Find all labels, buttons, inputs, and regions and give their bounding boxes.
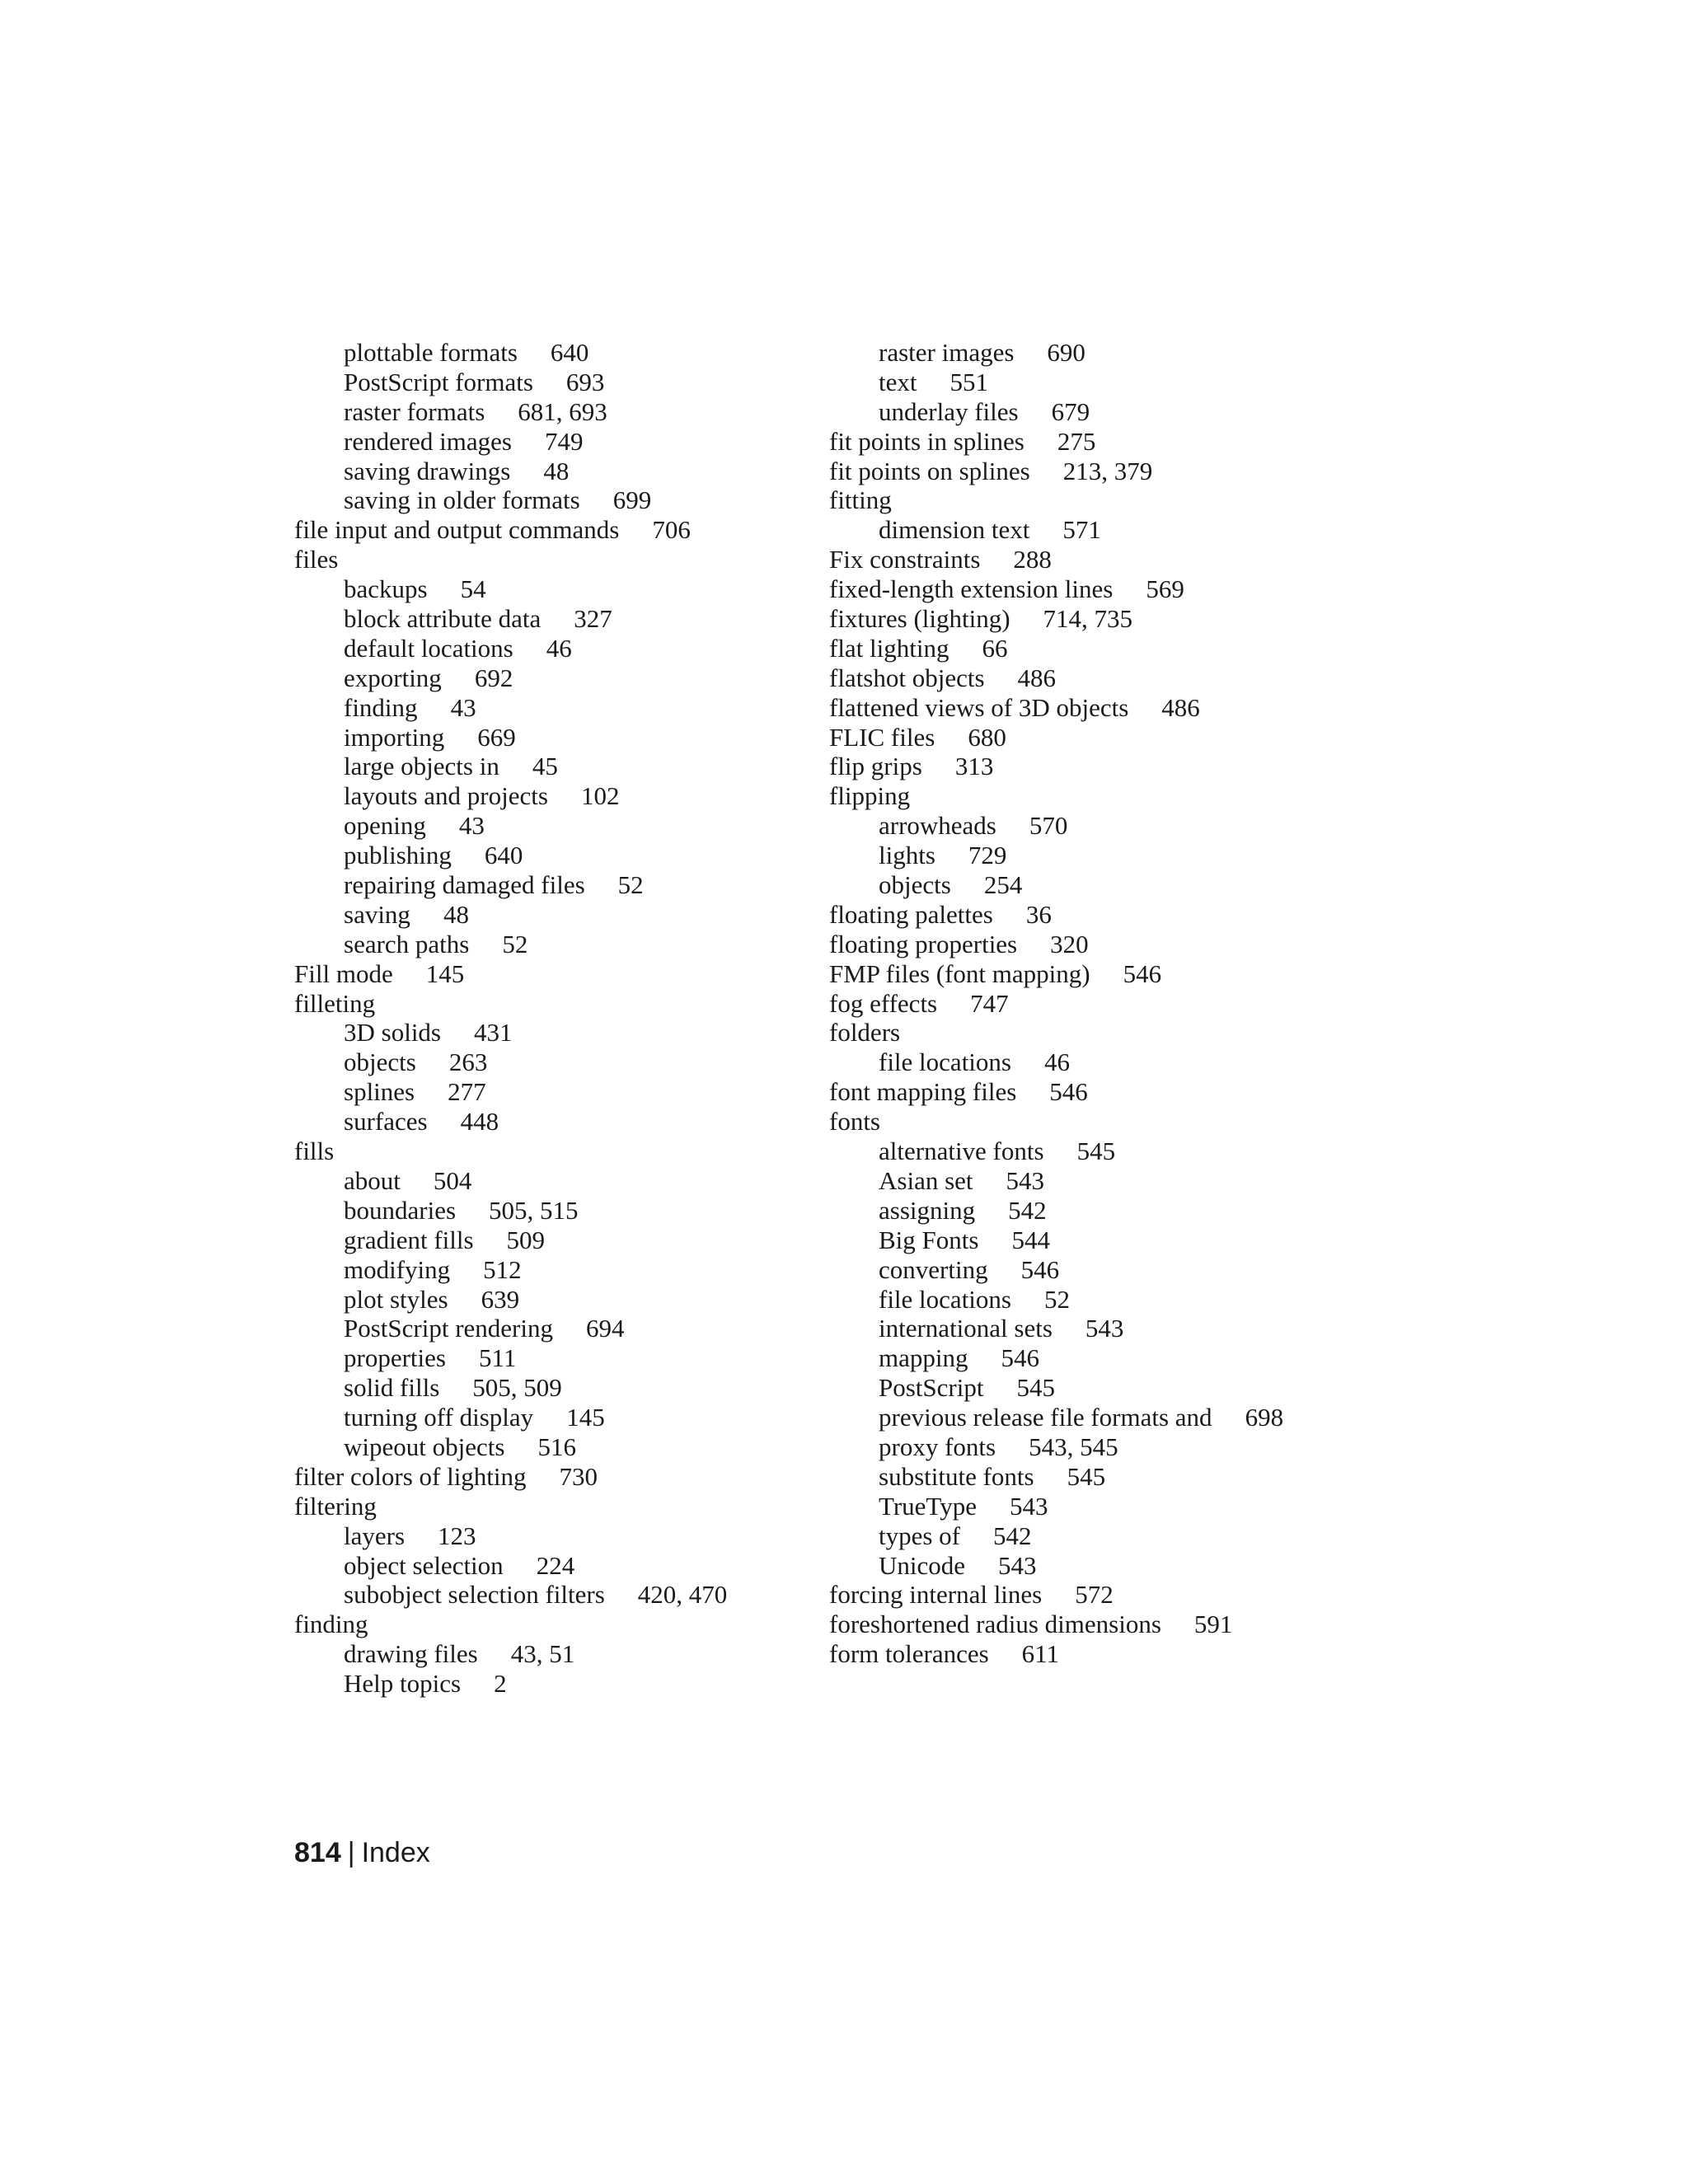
index-page-refs: 486 bbox=[1017, 663, 1057, 692]
index-page-refs: 505, 515 bbox=[489, 1195, 579, 1225]
index-term: font mapping files bbox=[829, 1077, 1017, 1107]
index-subentry bbox=[829, 870, 1406, 900]
index-term: arrowheads bbox=[879, 811, 996, 841]
index-page-refs: 263 bbox=[448, 1047, 488, 1077]
index-term: file input and output commands bbox=[294, 515, 620, 545]
index-term: rendered images bbox=[344, 426, 512, 456]
index-subentry bbox=[294, 397, 822, 427]
index-term: dimension text bbox=[879, 515, 1030, 545]
footer-separator: | bbox=[347, 1837, 355, 1868]
index-subentry bbox=[294, 870, 822, 900]
index-entry bbox=[829, 1580, 1406, 1610]
index-subentry bbox=[829, 1047, 1406, 1077]
index-page-refs: 448 bbox=[460, 1107, 499, 1137]
index-term: file locations bbox=[879, 1284, 1011, 1314]
index-term: Help topics bbox=[344, 1669, 462, 1699]
index-subentry bbox=[294, 1373, 822, 1403]
index-subentry bbox=[294, 427, 822, 457]
index-page-refs: 679 bbox=[1051, 396, 1090, 426]
index-page-refs: 729 bbox=[968, 841, 1007, 870]
index-term: converting bbox=[879, 1254, 988, 1284]
index-page-refs: 504 bbox=[433, 1165, 472, 1195]
index-term: exporting bbox=[344, 663, 442, 692]
index-subentry bbox=[294, 634, 822, 663]
index-term: object selection bbox=[344, 1550, 504, 1580]
index-term: filtering bbox=[294, 1491, 377, 1521]
index-subentry bbox=[829, 841, 1406, 870]
index-page-refs: 692 bbox=[474, 663, 513, 692]
index-term: lights bbox=[879, 841, 935, 870]
index-page-refs: 551 bbox=[950, 367, 988, 396]
index-subentry bbox=[294, 1343, 822, 1373]
index-page-refs: 693 bbox=[565, 367, 605, 396]
index-page-refs: 43 bbox=[458, 811, 485, 841]
index-subentry bbox=[294, 1285, 822, 1315]
index-page-refs: 43 bbox=[450, 692, 476, 722]
index-page-refs: 546 bbox=[1020, 1254, 1060, 1284]
index-page-refs: 681, 693 bbox=[518, 396, 607, 426]
index-term: form tolerances bbox=[829, 1639, 989, 1669]
index-subentry bbox=[294, 900, 822, 930]
index-term: Fix constraints bbox=[829, 545, 981, 574]
index-page-refs: 730 bbox=[559, 1461, 598, 1491]
index-term: FMP files (font mapping) bbox=[829, 958, 1090, 988]
section-name: Index bbox=[361, 1837, 430, 1868]
index-page-refs: 320 bbox=[1050, 929, 1089, 958]
index-page-refs: 749 bbox=[544, 426, 584, 456]
index-term: Unicode bbox=[879, 1550, 966, 1580]
index-subentry bbox=[294, 1580, 822, 1610]
index-page-refs: 52 bbox=[502, 929, 528, 958]
index-subentry bbox=[829, 1314, 1406, 1343]
index-entry bbox=[829, 457, 1406, 486]
index-column-left bbox=[294, 338, 822, 1699]
index-term: mapping bbox=[879, 1343, 968, 1373]
index-entry bbox=[829, 1107, 1406, 1137]
index-page-refs: 680 bbox=[968, 722, 1006, 752]
index-term: default locations bbox=[344, 633, 513, 663]
index-page-refs: 224 bbox=[536, 1550, 575, 1580]
index-page-refs: 546 bbox=[1001, 1343, 1039, 1373]
index-term: block attribute data bbox=[344, 604, 542, 634]
index-entry bbox=[294, 1610, 822, 1639]
index-page-refs: 288 bbox=[1013, 545, 1052, 574]
index-subentry bbox=[829, 1196, 1406, 1226]
index-term: fonts bbox=[829, 1107, 880, 1137]
index-term: saving in older formats bbox=[344, 485, 580, 515]
index-page-refs: 45 bbox=[532, 752, 558, 781]
index-page-refs: 313 bbox=[954, 752, 994, 781]
index-subentry bbox=[829, 1343, 1406, 1373]
index-entry bbox=[829, 1639, 1406, 1669]
index-term: fit points on splines bbox=[829, 456, 1030, 485]
index-term: flattened views of 3D objects bbox=[829, 692, 1129, 722]
index-term: flip grips bbox=[829, 752, 922, 781]
index-term: surfaces bbox=[344, 1107, 428, 1137]
index-subentry bbox=[294, 1018, 822, 1047]
index-term: foreshortened radius dimensions bbox=[829, 1610, 1161, 1639]
index-term: fog effects bbox=[829, 988, 938, 1018]
index-subentry bbox=[294, 1047, 822, 1077]
index-term: alternative fonts bbox=[879, 1137, 1044, 1166]
index-term: fitting bbox=[829, 485, 892, 515]
index-term: importing bbox=[344, 722, 445, 752]
index-entry bbox=[829, 959, 1406, 989]
index-page-refs: 145 bbox=[566, 1403, 605, 1432]
index-term: previous release file formats and bbox=[879, 1403, 1212, 1432]
index-term: large objects in bbox=[344, 752, 499, 781]
index-subentry bbox=[829, 1492, 1406, 1521]
index-subentry bbox=[294, 1639, 822, 1669]
index-subentry bbox=[829, 1551, 1406, 1581]
index-term: files bbox=[294, 545, 339, 574]
index-subentry bbox=[294, 1226, 822, 1255]
index-entry bbox=[829, 723, 1406, 752]
index-page-refs: 2 bbox=[494, 1669, 507, 1699]
index-page-refs: 571 bbox=[1062, 515, 1101, 545]
index-page-refs: 543, 545 bbox=[1029, 1432, 1118, 1461]
index-term: floating properties bbox=[829, 929, 1018, 958]
index-subentry bbox=[829, 1403, 1406, 1432]
index-subentry bbox=[294, 1166, 822, 1196]
index-subentry bbox=[294, 338, 822, 368]
index-subentry bbox=[294, 1314, 822, 1343]
index-page-refs: 36 bbox=[1025, 899, 1052, 929]
index-page-refs: 591 bbox=[1193, 1610, 1233, 1639]
index-term: substitute fonts bbox=[879, 1461, 1034, 1491]
index-entry bbox=[829, 781, 1406, 811]
index-term: flipping bbox=[829, 781, 911, 811]
index-page-refs: 694 bbox=[586, 1314, 625, 1343]
index-entry bbox=[294, 1137, 822, 1166]
index-page-refs: 542 bbox=[1008, 1195, 1047, 1225]
index-term: opening bbox=[344, 811, 426, 841]
index-entry bbox=[829, 989, 1406, 1019]
index-term: international sets bbox=[879, 1314, 1053, 1343]
index-page-refs: 543 bbox=[1009, 1491, 1048, 1521]
index-entry bbox=[829, 427, 1406, 457]
index-subentry bbox=[829, 338, 1406, 368]
index-term: file locations bbox=[879, 1047, 1011, 1077]
index-subentry bbox=[829, 397, 1406, 427]
index-subentry bbox=[829, 1255, 1406, 1285]
index-entry bbox=[294, 515, 822, 545]
index-page-refs: 542 bbox=[993, 1521, 1032, 1550]
index-term: publishing bbox=[344, 841, 452, 870]
index-subentry bbox=[294, 368, 822, 397]
index-page-refs: 639 bbox=[481, 1284, 520, 1314]
index-page-refs: 545 bbox=[1016, 1373, 1055, 1403]
index-term: underlay files bbox=[879, 396, 1019, 426]
index-term: raster images bbox=[879, 338, 1015, 367]
index-page-refs: 706 bbox=[652, 515, 691, 545]
page-footer bbox=[294, 1836, 430, 1869]
index-term: fixtures (lighting) bbox=[829, 604, 1010, 634]
index-page-refs: 48 bbox=[543, 456, 570, 485]
index-page-refs: 509 bbox=[506, 1225, 546, 1254]
index-term: Asian set bbox=[879, 1165, 973, 1195]
index-page-refs: 102 bbox=[580, 781, 620, 811]
index-term: layouts and projects bbox=[344, 781, 548, 811]
index-page-refs: 611 bbox=[1021, 1639, 1060, 1669]
index-subentry bbox=[294, 1551, 822, 1581]
index-subentry bbox=[294, 574, 822, 604]
index-page-refs: 52 bbox=[617, 870, 644, 900]
index-subentry bbox=[294, 1107, 822, 1137]
index-entry bbox=[294, 1462, 822, 1492]
index-page-refs: 545 bbox=[1076, 1137, 1116, 1166]
index-entry bbox=[829, 663, 1406, 693]
index-page-refs: 543 bbox=[998, 1550, 1037, 1580]
index-page-refs: 123 bbox=[438, 1521, 476, 1550]
index-subentry bbox=[294, 1403, 822, 1432]
index-page-refs: 52 bbox=[1043, 1284, 1070, 1314]
index-term: subobject selection filters bbox=[344, 1580, 605, 1610]
index-subentry bbox=[294, 1432, 822, 1462]
index-entry bbox=[829, 485, 1406, 515]
index-page-refs: 572 bbox=[1075, 1580, 1114, 1610]
index-page-refs: 486 bbox=[1161, 692, 1200, 722]
index-page-refs: 690 bbox=[1047, 338, 1085, 367]
index-term: TrueType bbox=[879, 1491, 977, 1521]
index-term: objects bbox=[344, 1047, 416, 1077]
index-entry bbox=[829, 1610, 1406, 1639]
index-term: filleting bbox=[294, 988, 376, 1018]
index-subentry bbox=[829, 1166, 1406, 1196]
index-entry bbox=[829, 634, 1406, 663]
index-subentry bbox=[294, 1521, 822, 1551]
index-subentry bbox=[294, 604, 822, 634]
index-term: fixed-length extension lines bbox=[829, 574, 1114, 604]
index-page-refs: 698 bbox=[1245, 1403, 1284, 1432]
index-page-refs: 512 bbox=[483, 1254, 522, 1284]
index-term: turning off display bbox=[344, 1403, 534, 1432]
index-page-refs: 277 bbox=[448, 1077, 486, 1107]
index-page-refs: 254 bbox=[983, 870, 1023, 900]
index-page-refs: 327 bbox=[574, 604, 612, 634]
index-entry bbox=[829, 900, 1406, 930]
index-subentry bbox=[294, 693, 822, 723]
index-subentry bbox=[294, 485, 822, 515]
index-subentry bbox=[829, 1432, 1406, 1462]
index-page-refs: 431 bbox=[474, 1018, 513, 1047]
index-page-refs: 640 bbox=[484, 841, 523, 870]
index-term: plottable formats bbox=[344, 338, 518, 367]
index-page-refs: 546 bbox=[1049, 1077, 1088, 1107]
index-subentry bbox=[294, 841, 822, 870]
index-term: Big Fonts bbox=[879, 1225, 979, 1254]
index-entry bbox=[829, 1018, 1406, 1047]
index-entry bbox=[829, 693, 1406, 723]
index-subentry bbox=[294, 1196, 822, 1226]
index-term: Fill mode bbox=[294, 958, 393, 988]
index-subentry bbox=[829, 1373, 1406, 1403]
index-term: finding bbox=[344, 692, 418, 722]
index-term: folders bbox=[829, 1018, 901, 1047]
index-term: layers bbox=[344, 1521, 406, 1550]
index-subentry bbox=[294, 1077, 822, 1107]
page-number: 814 bbox=[294, 1837, 341, 1868]
index-term: filter colors of lighting bbox=[294, 1461, 527, 1491]
index-page-refs: 275 bbox=[1057, 426, 1096, 456]
index-page-refs: 640 bbox=[550, 338, 589, 367]
index-page-refs: 570 bbox=[1029, 811, 1068, 841]
index-term: splines bbox=[344, 1077, 415, 1107]
index-term: PostScript rendering bbox=[344, 1314, 553, 1343]
index-page-refs: 54 bbox=[460, 574, 486, 604]
index-subentry bbox=[829, 368, 1406, 397]
index-subentry bbox=[294, 1255, 822, 1285]
index-term: text bbox=[879, 367, 917, 396]
index-term: backups bbox=[344, 574, 428, 604]
index-term: 3D solids bbox=[344, 1018, 441, 1047]
index-page-refs: 545 bbox=[1067, 1461, 1106, 1491]
index-subentry bbox=[294, 811, 822, 841]
index-entry bbox=[294, 1492, 822, 1521]
index-page-refs: 43, 51 bbox=[510, 1639, 575, 1669]
index-page-refs: 543 bbox=[1006, 1165, 1045, 1195]
index-subentry bbox=[829, 811, 1406, 841]
index-term: search paths bbox=[344, 929, 470, 958]
index-term: forcing internal lines bbox=[829, 1580, 1043, 1610]
index-term: repairing damaged files bbox=[344, 870, 585, 900]
index-subentry bbox=[829, 1285, 1406, 1315]
index-page-refs: 66 bbox=[982, 633, 1008, 663]
index-term: saving drawings bbox=[344, 456, 511, 485]
index-term: proxy fonts bbox=[879, 1432, 996, 1461]
index-subentry bbox=[294, 752, 822, 781]
index-term: types of bbox=[879, 1521, 961, 1550]
index-page-refs: 145 bbox=[425, 958, 465, 988]
index-entry bbox=[829, 574, 1406, 604]
index-subentry bbox=[294, 781, 822, 811]
index-term: flatshot objects bbox=[829, 663, 985, 692]
index-term: PostScript formats bbox=[344, 367, 533, 396]
index-term: boundaries bbox=[344, 1195, 457, 1225]
index-term: FLIC files bbox=[829, 722, 935, 752]
index-term: fills bbox=[294, 1137, 335, 1166]
index-term: gradient fills bbox=[344, 1225, 474, 1254]
index-page-refs: 714, 735 bbox=[1043, 604, 1133, 634]
index-page-refs: 747 bbox=[970, 988, 1009, 1018]
index-page-refs: 46 bbox=[1043, 1047, 1070, 1077]
index-entry bbox=[829, 1077, 1406, 1107]
index-term: solid fills bbox=[344, 1373, 440, 1403]
index-entry bbox=[829, 752, 1406, 781]
index-page-refs: 699 bbox=[612, 485, 652, 515]
index-subentry bbox=[294, 663, 822, 693]
index-term: assigning bbox=[879, 1195, 976, 1225]
index-entry bbox=[294, 959, 822, 989]
index-subentry bbox=[294, 723, 822, 752]
index-term: flat lighting bbox=[829, 633, 950, 663]
index-term: saving bbox=[344, 899, 410, 929]
index-term: objects bbox=[879, 870, 951, 900]
index-term: PostScript bbox=[879, 1373, 984, 1403]
index-entry bbox=[829, 930, 1406, 959]
index-page-refs: 420, 470 bbox=[637, 1580, 728, 1610]
index-page-refs: 569 bbox=[1146, 574, 1184, 604]
index-entry bbox=[829, 545, 1406, 574]
index-subentry bbox=[829, 1226, 1406, 1255]
index-subentry bbox=[294, 457, 822, 486]
index-subentry bbox=[829, 1137, 1406, 1166]
index-subentry bbox=[294, 930, 822, 959]
index-subentry bbox=[829, 1462, 1406, 1492]
index-term: plot styles bbox=[344, 1284, 448, 1314]
index-entry bbox=[294, 545, 822, 574]
index-term: raster formats bbox=[344, 396, 485, 426]
index-term: fit points in splines bbox=[829, 426, 1025, 456]
index-term: wipeout objects bbox=[344, 1432, 505, 1461]
index-subentry bbox=[829, 1521, 1406, 1551]
index-page-refs: 543 bbox=[1085, 1314, 1124, 1343]
index-page-refs: 46 bbox=[546, 633, 572, 663]
index-column-right bbox=[829, 338, 1406, 1669]
index-term: finding bbox=[294, 1610, 368, 1639]
index-term: modifying bbox=[344, 1254, 451, 1284]
index-term: drawing files bbox=[344, 1639, 478, 1669]
index-page-refs: 48 bbox=[443, 899, 469, 929]
index-page-refs: 511 bbox=[478, 1343, 517, 1373]
index-term: properties bbox=[344, 1343, 446, 1373]
index-entry bbox=[294, 989, 822, 1019]
index-subentry bbox=[294, 1669, 822, 1699]
index-term: about bbox=[344, 1165, 401, 1195]
index-page-refs: 546 bbox=[1123, 958, 1162, 988]
index-term: floating palettes bbox=[829, 899, 993, 929]
index-page-refs: 516 bbox=[537, 1432, 576, 1461]
index-page-refs: 213, 379 bbox=[1062, 456, 1153, 485]
index-page-refs: 505, 509 bbox=[472, 1373, 562, 1403]
index-page-refs: 669 bbox=[477, 722, 516, 752]
index-page-refs: 544 bbox=[1011, 1225, 1050, 1254]
index-subentry bbox=[829, 515, 1406, 545]
index-entry bbox=[829, 604, 1406, 634]
